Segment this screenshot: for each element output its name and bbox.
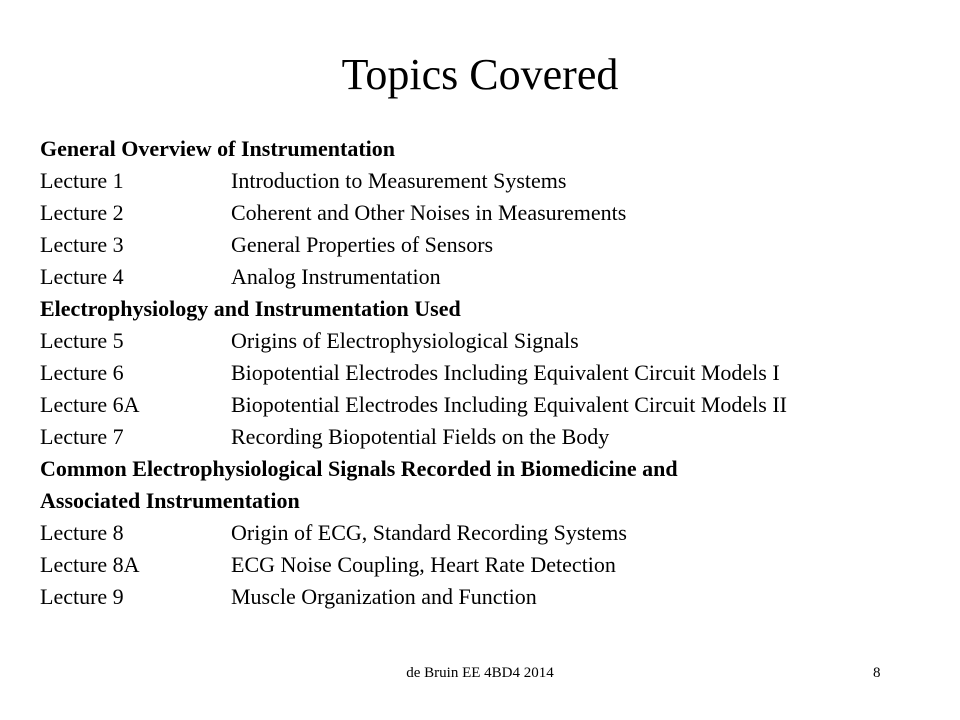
page-number: 8 [873,665,881,681]
lecture-number: Lecture 3 [40,232,124,257]
slide-title: Topics Covered [341,50,619,99]
lecture-row [40,325,920,357]
section-heading: Electrophysiology and Instrumentation Used [40,296,461,321]
slide-footer: de Bruin EE 4BD4 2014 [406,665,554,681]
lecture-topic: Origins of Electrophysiological Signals [231,328,579,353]
lecture-row [40,229,920,261]
lecture-topic: General Properties of Sensors [231,232,494,257]
lecture-topic: Muscle Organization and Function [231,584,537,609]
lecture-number: Lecture 2 [40,200,124,225]
lecture-topic: Recording Biopotential Fields on the Body [231,424,610,449]
lecture-row [40,581,920,613]
lecture-topic: Biopotential Electrodes Including Equivalent Circuit Models I [231,360,780,385]
lecture-topic: Introduction to Measurement Systems [231,168,567,193]
lecture-row [40,357,920,389]
lecture-topic: Analog Instrumentation [231,264,441,289]
lecture-number: Lecture 4 [40,264,124,289]
topics-list [40,133,920,613]
section-heading: Common Electrophysiological Signals Recorded in Biomedicine and [40,456,678,481]
lecture-topic: ECG Noise Coupling, Heart Rate Detection [231,552,616,577]
lecture-row [40,197,920,229]
lecture-topic: Biopotential Electrodes Including Equivalent Circuit Models II [231,392,787,417]
lecture-row [40,389,920,421]
lecture-row [40,261,920,293]
lecture-row [40,517,920,549]
section-heading-continued: Associated Instrumentation [40,488,300,513]
lecture-row [40,421,920,453]
section-heading: General Overview of Instrumentation [40,136,395,161]
lecture-number: Lecture 8A [40,552,140,577]
lecture-number: Lecture 6A [40,392,140,417]
lecture-topic: Origin of ECG, Standard Recording Systems [231,520,627,545]
lecture-number: Lecture 8 [40,520,124,545]
lecture-number: Lecture 5 [40,328,124,353]
lecture-number: Lecture 7 [40,424,124,449]
lecture-row [40,165,920,197]
lecture-number: Lecture 9 [40,584,124,609]
lecture-number: Lecture 6 [40,360,124,385]
lecture-number: Lecture 1 [40,168,124,193]
lecture-row [40,549,920,581]
lecture-topic: Coherent and Other Noises in Measurements [231,200,627,225]
